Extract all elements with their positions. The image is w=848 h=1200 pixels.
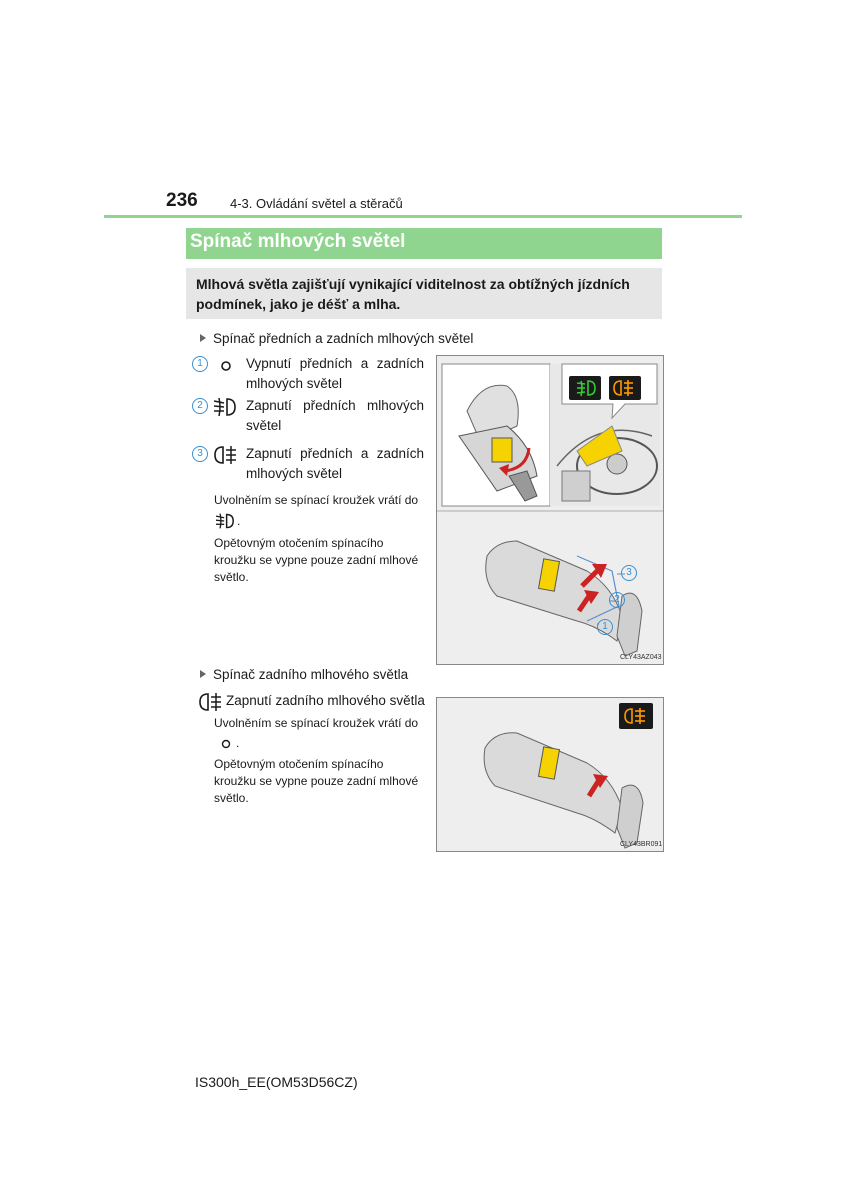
- rear-fog-light-icon: [197, 691, 223, 713]
- callout-3: 3: [621, 565, 637, 581]
- note-return-front: Uvolněním se spínací kroužek vrátí do: [214, 493, 419, 507]
- figure-front-rear-switch: [436, 355, 664, 665]
- footer-model-code: IS300h_EE(OM53D56CZ): [195, 1074, 358, 1090]
- off-circle-icon: [221, 739, 231, 749]
- rear-heading: Spínač zadního mlhového světla: [200, 667, 408, 682]
- item-text-3: Zapnutí předních a zadních mlhových světel: [246, 446, 424, 481]
- front-rear-heading: Spínač předních a zadních mlhových světel: [200, 331, 473, 346]
- figure-rear-switch: [436, 697, 664, 852]
- item-number-2: 2: [192, 398, 208, 414]
- page-title: Spínač mlhových světel: [190, 231, 406, 252]
- item-number-1: 1: [192, 356, 208, 372]
- page-number: 236: [166, 190, 198, 211]
- figure-code: CLY43BR091: [620, 841, 663, 848]
- item-text-2: Zapnutí předních mlhových světel: [246, 398, 424, 433]
- section-header: 4-3. Ovládání světel a stěračů: [230, 196, 403, 211]
- rear-fog-light-icon: [212, 444, 238, 466]
- header-rule: [104, 215, 742, 218]
- figure-code: CLY43AZ043: [620, 654, 662, 661]
- item-text-1: Vypnutí předních a zadních mlhových světel: [246, 356, 424, 391]
- rear-note-off: Opětovným otočením spínacího kroužku se vypne pouze zadní mlhové světlo.: [214, 757, 419, 805]
- rear-item-text: Zapnutí zadního mlhového světla: [226, 693, 425, 708]
- note-rear-off: Opětovným otočením spínacího kroužku se vypne pouze zadní mlhové světlo.: [214, 536, 419, 584]
- intro-text: Mlhová světla zajišťují vynikající viditelnost za obtížných jízdních podmínek, jako je déšť a mlha.: [196, 276, 630, 312]
- bullet-triangle-icon: [200, 334, 206, 342]
- note-return-front-end: .: [237, 514, 241, 528]
- front-fog-light-icon: [212, 396, 238, 418]
- rear-note-return-end: .: [236, 736, 240, 750]
- item-number-3: 3: [192, 446, 208, 462]
- rear-note-return: Uvolněním se spínací kroužek vrátí do: [214, 716, 419, 730]
- front-fog-light-icon: [214, 512, 236, 530]
- off-circle-icon: [220, 360, 232, 372]
- callout-2: 2: [609, 592, 625, 608]
- callout-1: 1: [597, 619, 613, 635]
- bullet-triangle-icon: [200, 670, 206, 678]
